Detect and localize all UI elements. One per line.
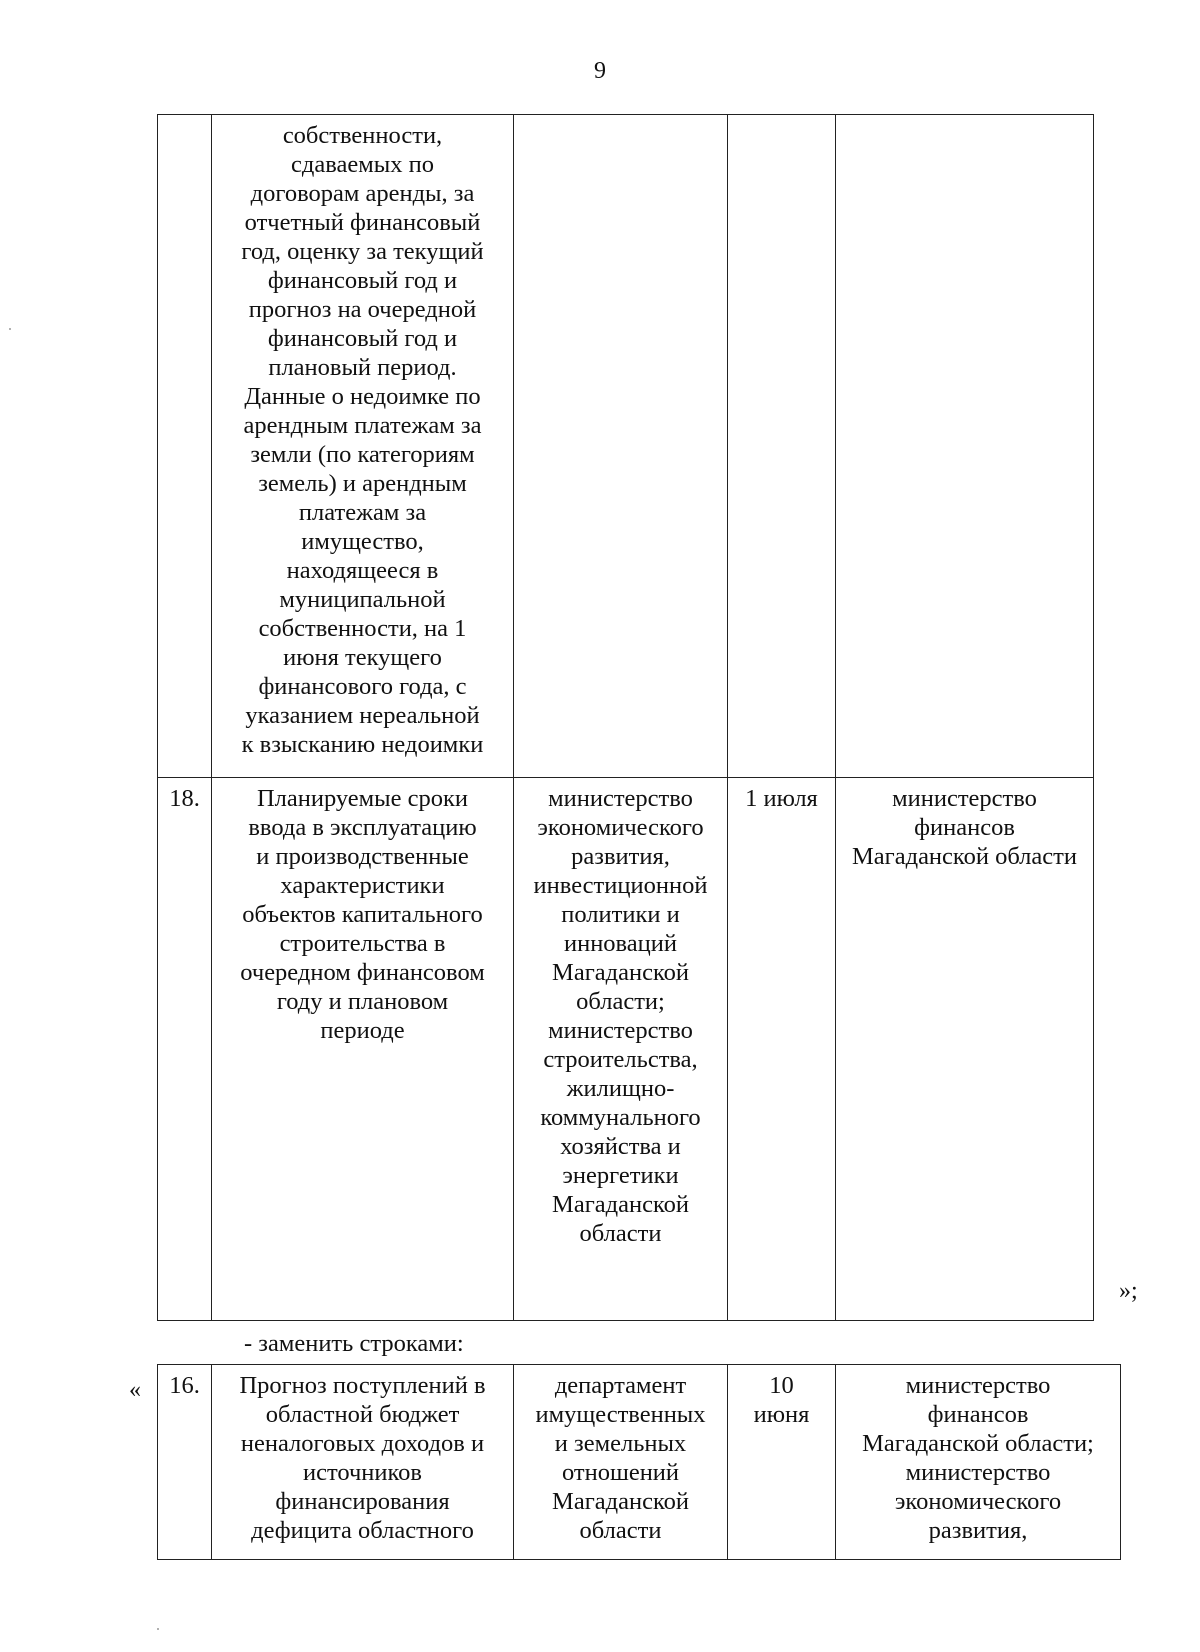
table-row: [158, 1365, 1121, 1560]
table-row: [158, 115, 1094, 778]
table-replacement: [157, 1364, 1121, 1560]
row-recipient: [836, 115, 1094, 778]
row-deadline: 10 июня: [728, 1365, 836, 1560]
row-recipient: министерство финансов Магаданской области; министерство экономического развития,: [836, 1365, 1121, 1560]
row-provider: департамент имущественных и земельных отношений Магаданской области: [514, 1365, 728, 1560]
row-provider: министерство экономического развития, инвестиционной политики и инноваций Магаданской области; министерство строительства, жилищно- коммунального хозяйства и энергетики Магаданской области: [514, 778, 728, 1321]
instruction-text: - заменить строками:: [244, 1330, 464, 1357]
scan-speck: [157, 1628, 159, 1630]
table-row: [158, 778, 1094, 1321]
row-deadline: [728, 115, 836, 778]
scan-speck: [9, 328, 11, 330]
row-recipient: министерство финансов Магаданской области: [836, 778, 1094, 1321]
table-continued: [157, 114, 1094, 1321]
row-number: 16.: [158, 1365, 212, 1560]
page-number: 9: [594, 58, 606, 84]
row-description: Планируемые сроки ввода в эксплуатацию и производственные характеристики объектов капитального строительства в очередном финансовом году и плановом периоде: [212, 778, 514, 1321]
row-deadline: 1 июля: [728, 778, 836, 1321]
row-description: Прогноз поступлений в областной бюджет неналоговых доходов и источников финансирования дефицита областного: [212, 1365, 514, 1560]
row-provider: [514, 115, 728, 778]
opening-quote-mark: «: [129, 1377, 141, 1403]
row-number: [158, 115, 212, 778]
row-number: 18.: [158, 778, 212, 1321]
row-description: собственности, сдаваемых по договорам аренды, за отчетный финансовый год, оценку за текущий финансовый год и прогноз на очередной финансовый год и плановый период. Данные о недоимке по арендным платежам за земли (по категориям земель) и арендным платежам за имущество, находящееся в муниципальной собственности, на 1 июня текущего финансового года, с указанием нереальной к взысканию недоимки: [212, 115, 514, 778]
closing-quote-mark: »;: [1119, 1278, 1138, 1304]
